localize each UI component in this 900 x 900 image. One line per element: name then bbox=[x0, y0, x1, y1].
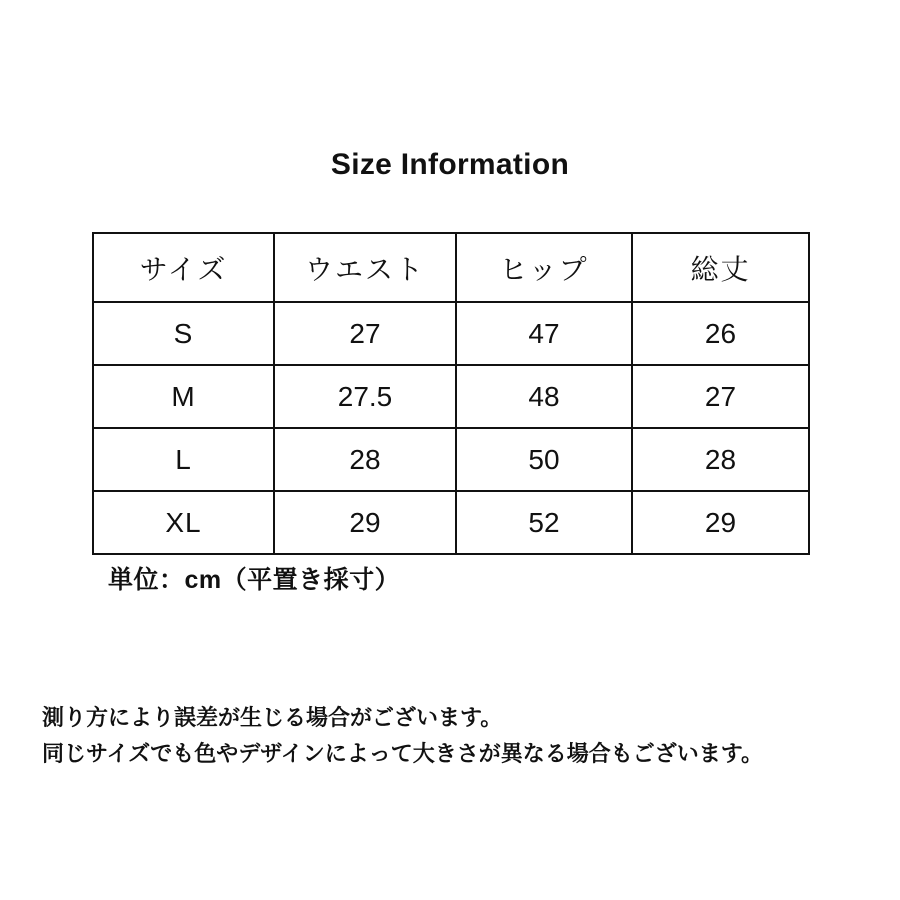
column-header-waist: ウエスト bbox=[274, 233, 456, 302]
cell-size: XL bbox=[93, 491, 274, 554]
cell-size: M bbox=[93, 365, 274, 428]
table-row bbox=[93, 302, 809, 365]
size-table bbox=[92, 232, 810, 555]
cell-waist: 29 bbox=[274, 491, 456, 554]
cell-size: L bbox=[93, 428, 274, 491]
cell-total-length: 28 bbox=[632, 428, 809, 491]
footnotes bbox=[42, 700, 862, 772]
cell-waist: 27 bbox=[274, 302, 456, 365]
cell-hip: 47 bbox=[456, 302, 632, 365]
cell-total-length: 27 bbox=[632, 365, 809, 428]
footnote-measurement-variance: 測り方により誤差が生じる場合がございます。 bbox=[42, 705, 503, 730]
table-row bbox=[93, 365, 809, 428]
footnote-color-design-variance: 同じサイズでも色やデザインによって大きさが異なる場合もございます。 bbox=[42, 741, 763, 766]
cell-total-length: 29 bbox=[632, 491, 809, 554]
size-table-header bbox=[93, 233, 809, 302]
page-title: Size Information bbox=[330, 148, 570, 181]
table-row bbox=[93, 491, 809, 554]
size-table-body bbox=[93, 302, 809, 554]
table-header-row bbox=[93, 233, 809, 302]
table-row bbox=[93, 428, 809, 491]
cell-waist: 28 bbox=[274, 428, 456, 491]
unit-note: 単位：cm（平置き採寸） bbox=[108, 566, 401, 594]
column-header-total-length: 総丈 bbox=[632, 233, 809, 302]
size-table-container bbox=[92, 232, 808, 555]
cell-total-length: 26 bbox=[632, 302, 809, 365]
column-header-size: サイズ bbox=[93, 233, 274, 302]
cell-size: S bbox=[93, 302, 274, 365]
column-header-hip: ヒップ bbox=[456, 233, 632, 302]
cell-hip: 48 bbox=[456, 365, 632, 428]
cell-hip: 52 bbox=[456, 491, 632, 554]
cell-waist: 27.5 bbox=[274, 365, 456, 428]
cell-hip: 50 bbox=[456, 428, 632, 491]
